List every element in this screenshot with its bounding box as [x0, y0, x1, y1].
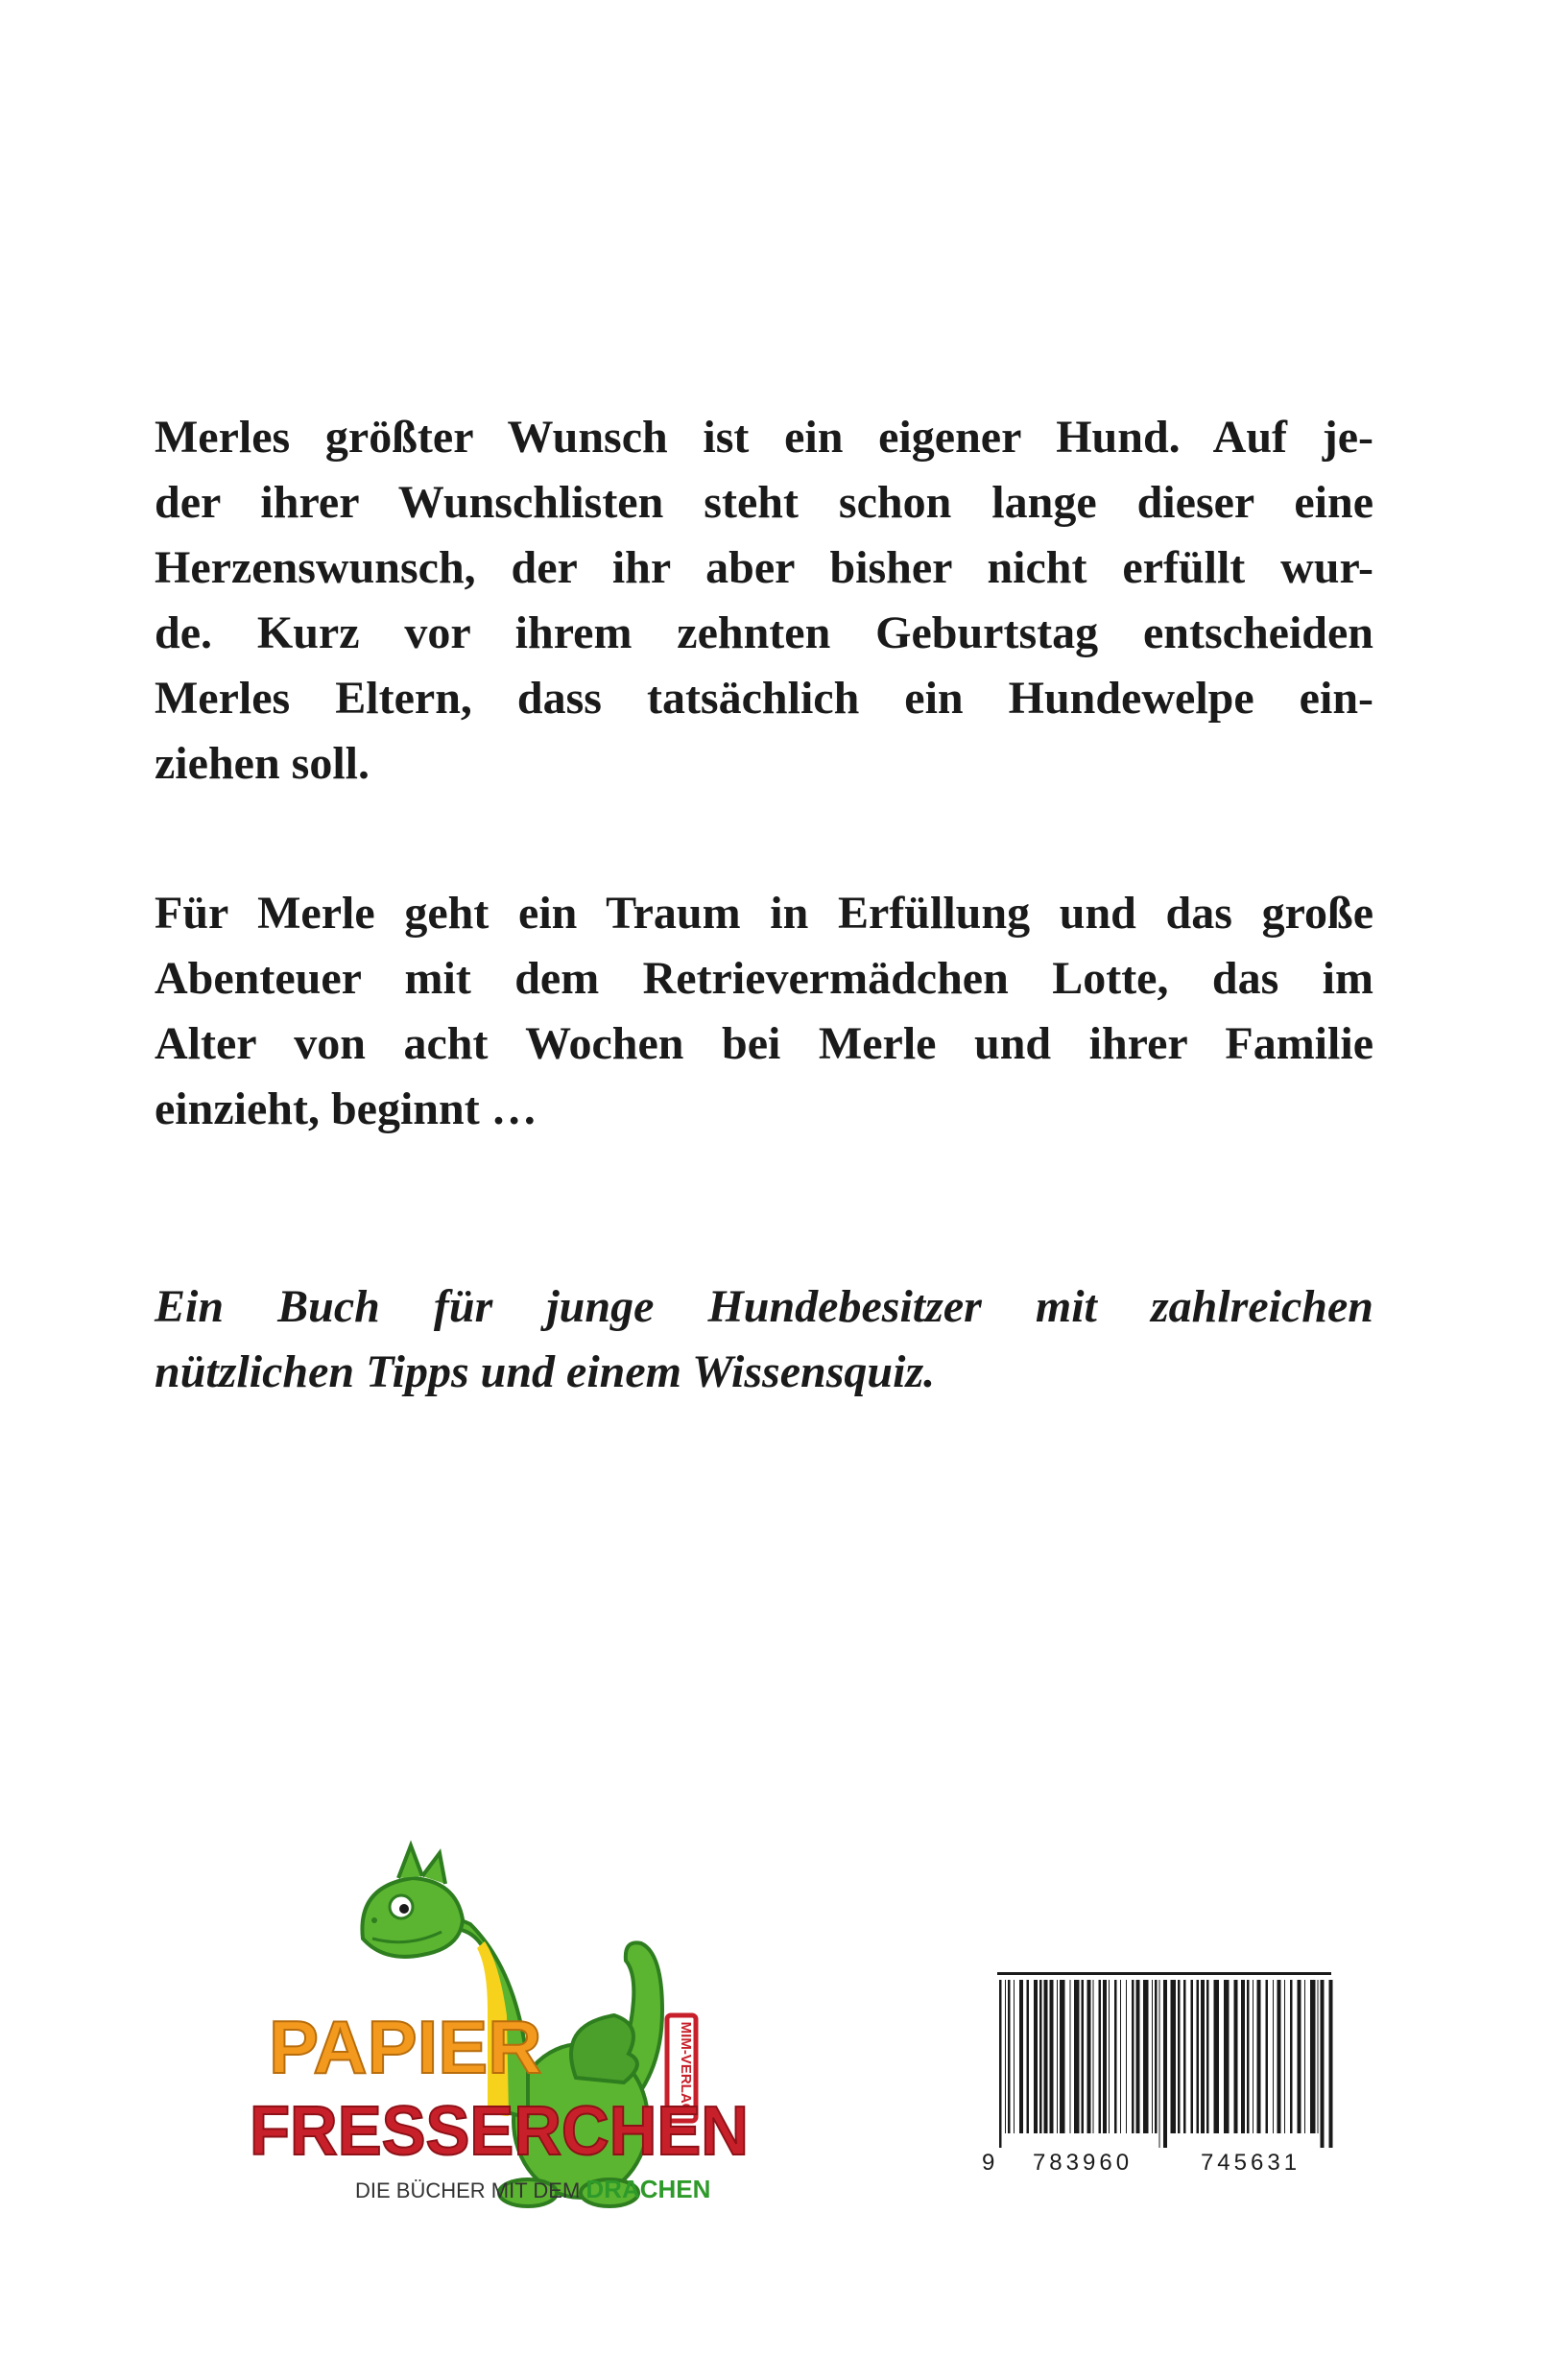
barcode-bar — [1034, 1980, 1038, 2133]
description-paragraph-1 — [155, 405, 1373, 797]
tagline-line: Ein Buch für junge Hundebesitzer mit zahlreichen — [155, 1281, 1373, 1332]
text-line: Merles größter Wunsch ist ein eigener Hund. Auf je- — [155, 412, 1373, 463]
barcode-bar — [1039, 1980, 1042, 2133]
barcode-bar — [1099, 1980, 1102, 2133]
text-line: de. Kurz vor ihrem zehnten Geburtstag entscheiden — [155, 607, 1373, 658]
barcode-bar — [1284, 1980, 1285, 2133]
barcode-bar — [1266, 1980, 1269, 2133]
barcode-bar — [1005, 1980, 1006, 2133]
text-line: ziehen soll. — [155, 738, 370, 789]
barcode-bar — [1321, 1980, 1325, 2148]
logo-slogan — [355, 2175, 710, 2203]
barcode-bar — [1273, 1980, 1274, 2133]
barcode-bar — [1214, 1980, 1220, 2133]
text-line: Alter von acht Wochen bei Merle und ihrer Familie — [155, 1018, 1373, 1069]
barcode-bar — [1224, 1980, 1230, 2133]
isbn-barcode — [972, 1972, 1356, 2178]
logo-word-fresserchen: FRESSERCHEN — [250, 2093, 749, 2170]
barcode-bar — [1014, 1980, 1015, 2133]
barcode-bar — [1152, 1980, 1153, 2133]
barcode-bar — [1197, 1980, 1200, 2133]
slogan-highlight: DRACHEN — [585, 2175, 711, 2203]
barcode-bar — [999, 1980, 1002, 2148]
barcode-bar — [1109, 1980, 1110, 2133]
barcode-bar — [1206, 1980, 1209, 2133]
barcode-bar — [1087, 1980, 1091, 2133]
barcode-bar — [1155, 1980, 1158, 2133]
barcode-bar — [1057, 1980, 1058, 2133]
barcode-bar — [1253, 1980, 1254, 2133]
barcode-bar — [1103, 1980, 1107, 2133]
slogan-prefix: DIE BÜCHER MIT DEM — [355, 2178, 581, 2202]
barcode-bar — [1257, 1980, 1261, 2133]
text-line: Für Merle geht ein Traum in Erfüllung und das große — [155, 888, 1373, 939]
barcode-bar — [1201, 1980, 1205, 2133]
description-paragraph-2 — [155, 881, 1373, 1142]
barcode-bar — [1277, 1980, 1281, 2133]
barcode-bar — [1027, 1980, 1030, 2133]
tagline-line: nützlichen Tipps und einem Wissensquiz. — [155, 1346, 936, 1397]
barcode-bar — [1329, 1980, 1333, 2148]
logo-word-papier: PAPIER — [269, 2005, 542, 2089]
barcode-bar — [1290, 1980, 1293, 2133]
text-line: einzieht, beginnt … — [155, 1083, 537, 1134]
barcode-bar — [1132, 1980, 1134, 2133]
barcode-bar — [1019, 1980, 1023, 2133]
barcode-bar — [1114, 1980, 1117, 2133]
barcode-bar — [1143, 1980, 1149, 2133]
barcode-bar — [1241, 1980, 1245, 2133]
barcode-bar — [1120, 1980, 1121, 2133]
barcode-bar — [1310, 1980, 1316, 2133]
barcode-bar — [1234, 1980, 1238, 2133]
barcode-bar — [1318, 1980, 1319, 2133]
barcode-bar — [1178, 1980, 1181, 2133]
text-line: Merles Eltern, dass tatsächlich ein Hundewelpe ein- — [155, 673, 1373, 724]
barcode-bar — [1070, 1980, 1071, 2133]
barcode-bar — [1082, 1980, 1085, 2133]
barcode-bar — [1159, 1980, 1160, 2148]
text-line: Abenteuer mit dem Retrievermädchen Lotte, das im — [155, 953, 1373, 1004]
barcode-digit-group-1: 783960 — [1032, 2150, 1134, 2176]
barcode-bar — [1093, 1980, 1094, 2133]
barcode-digit-first: 9 — [982, 2150, 995, 2176]
tagline — [155, 1274, 1373, 1405]
text-line: der ihrer Wunschlisten steht schon lange dieser eine — [155, 477, 1373, 528]
barcode-bar — [1008, 1980, 1011, 2133]
barcode-bar — [1074, 1980, 1080, 2133]
barcode-bar — [1171, 1980, 1177, 2133]
barcode-digit-group-2: 745631 — [1200, 2150, 1301, 2176]
publisher-logo — [240, 1828, 777, 2231]
badge-text: MIM-VERLAG — [678, 2021, 694, 2115]
barcode-bar — [1044, 1980, 1048, 2133]
barcode-bar — [1183, 1980, 1186, 2133]
barcode-bar — [1136, 1980, 1140, 2133]
barcode-bar — [1050, 1980, 1054, 2133]
barcode-bar — [1304, 1980, 1305, 2133]
barcode-bar — [1126, 1980, 1127, 2133]
barcode-bar — [1163, 1980, 1167, 2148]
barcode-bar — [1298, 1980, 1301, 2133]
barcode-bar — [1191, 1980, 1194, 2133]
barcode-bar — [1060, 1980, 1065, 2133]
barcode-bar — [1247, 1980, 1250, 2133]
text-line: Herzenswunsch, der ihr aber bisher nicht erfüllt wur- — [155, 542, 1373, 593]
